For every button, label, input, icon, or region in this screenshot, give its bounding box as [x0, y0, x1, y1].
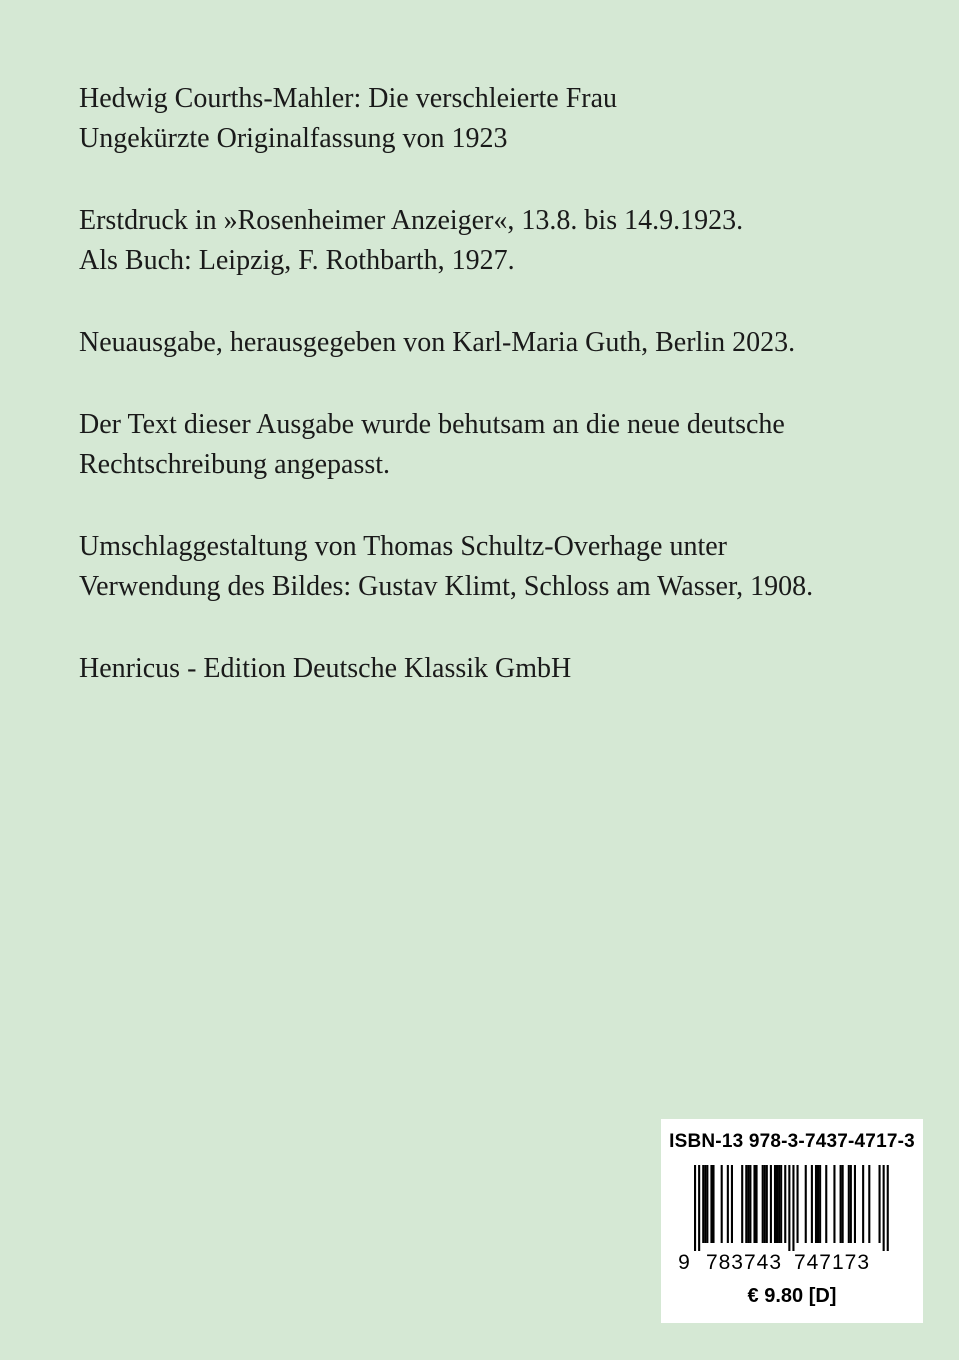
- barcode-bar: [848, 1165, 850, 1243]
- barcode-bar: [879, 1165, 881, 1243]
- publisher-line: Henricus - Edition Deutsche Klassik GmbH: [79, 653, 572, 684]
- cover-design-paragraph: [79, 527, 919, 607]
- edition-note-line: Ungekürzte Originalfassung von 1923: [79, 123, 508, 154]
- barcode-guard-bar: [788, 1165, 790, 1251]
- barcode-bar: [766, 1165, 768, 1243]
- barcode-bar: [868, 1165, 870, 1243]
- barcode-bar: [778, 1165, 780, 1243]
- first-print-line: Erstdruck in »Rosenheimer Anzeiger«, 13.8. bis 14.9.1923.: [79, 205, 744, 236]
- barcode-bar: [819, 1165, 821, 1243]
- barcode-bar: [815, 1165, 817, 1243]
- barcode-bar: [833, 1165, 835, 1243]
- barcode-bar: [770, 1165, 772, 1243]
- barcode-bar: [741, 1165, 743, 1243]
- cover-design-line-1: Umschlaggestaltung von Thomas Schultz-Overhage unter: [79, 531, 727, 562]
- new-edition-line: Neuausgabe, herausgegeben von Karl-Maria Guth, Berlin 2023.: [79, 327, 796, 358]
- barcode-bar: [825, 1165, 827, 1243]
- barcode-bar: [762, 1165, 764, 1243]
- publisher-paragraph: [79, 649, 919, 689]
- isbn-barcode-label: [661, 1119, 923, 1323]
- barcode-bar: [817, 1165, 819, 1243]
- book-title-line: Hedwig Courths-Mahler: Die verschleierte Frau: [79, 83, 618, 114]
- orthography-line-1: Der Text dieser Ausgabe wurde behutsam an die neue deutsche: [79, 409, 785, 440]
- orthography-paragraph: [79, 405, 919, 485]
- barcode-bars: [694, 1165, 889, 1251]
- new-edition-paragraph: [79, 323, 919, 363]
- barcode-bar: [776, 1165, 778, 1243]
- barcode-guard-bar: [792, 1165, 794, 1251]
- isbn-number: ISBN-13 978-3-7437-4717-3: [669, 1131, 915, 1152]
- barcode-bar: [749, 1165, 751, 1243]
- book-edition-line: Als Buch: Leipzig, F. Rothbarth, 1927.: [79, 245, 515, 276]
- barcode-guard-bar: [887, 1165, 889, 1251]
- barcode-bar: [753, 1165, 755, 1243]
- barcode-bar: [756, 1165, 758, 1243]
- barcode-digit-first: 9: [678, 1251, 690, 1274]
- barcode-bar: [780, 1165, 782, 1243]
- barcode-bar: [842, 1165, 844, 1243]
- barcode-bar: [702, 1165, 704, 1243]
- barcode-bar: [840, 1165, 842, 1243]
- barcode-bar: [854, 1165, 856, 1243]
- barcode-bar: [731, 1165, 733, 1243]
- barcode-bar: [774, 1165, 776, 1243]
- colophon-title-paragraph: [79, 79, 919, 159]
- barcode-bar: [784, 1165, 786, 1243]
- barcode-guard-bar: [694, 1165, 696, 1251]
- barcode-bar: [712, 1165, 714, 1243]
- barcode-bar: [764, 1165, 766, 1243]
- barcode-bar: [797, 1165, 799, 1243]
- orthography-line-2: Rechtschreibung angepasst.: [79, 449, 391, 480]
- ean13-barcode: [678, 1165, 906, 1277]
- barcode-bar: [862, 1165, 864, 1243]
- barcode-bar: [745, 1165, 747, 1243]
- barcode-bar: [805, 1165, 807, 1243]
- barcode-bar: [710, 1165, 712, 1243]
- price: € 9.80 [D]: [747, 1285, 837, 1307]
- barcode-bar: [747, 1165, 749, 1243]
- barcode-bar: [706, 1165, 708, 1243]
- first-print-paragraph: [79, 201, 919, 281]
- barcode-guard-bar: [698, 1165, 700, 1251]
- barcode-digits-left: 783743: [705, 1251, 783, 1274]
- barcode-guard-bar: [883, 1165, 885, 1251]
- colophon: [79, 79, 919, 731]
- cover-design-line-2: Verwendung des Bildes: Gustav Klimt, Schloss am Wasser, 1908.: [79, 571, 814, 602]
- barcode-bar: [721, 1165, 723, 1243]
- barcode-bar: [727, 1165, 729, 1243]
- barcode-bar: [850, 1165, 852, 1243]
- barcode-digits-right: 747173: [793, 1251, 871, 1274]
- barcode-bar: [811, 1165, 813, 1243]
- barcode-bar: [704, 1165, 706, 1243]
